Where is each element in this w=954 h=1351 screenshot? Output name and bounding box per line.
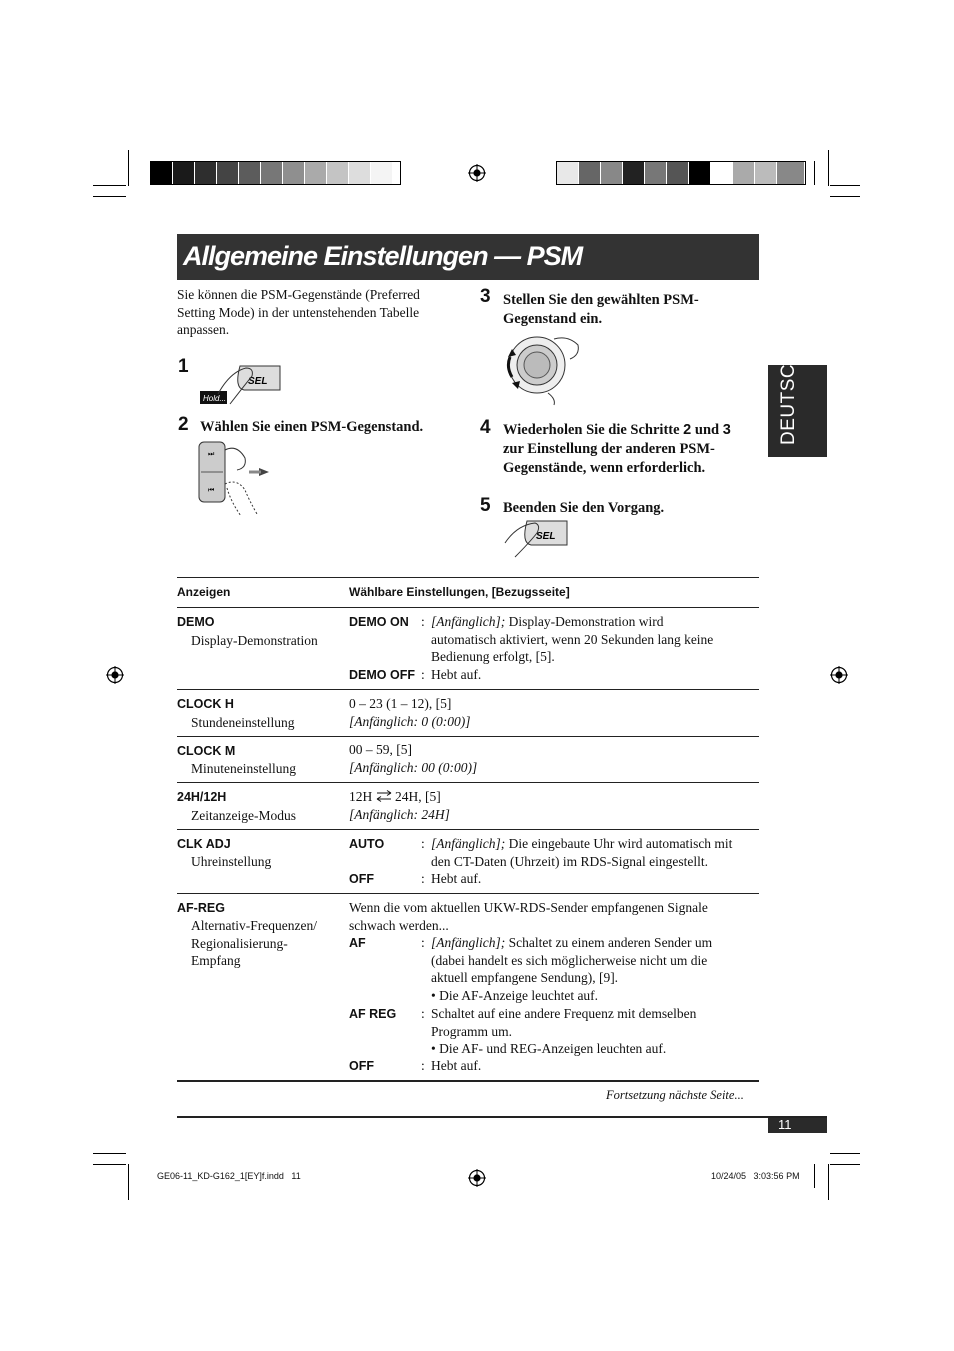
table-rule (177, 893, 759, 894)
demo-on-label: DEMO ON (349, 615, 409, 629)
colon: : (421, 667, 425, 682)
registration-mark-icon (468, 164, 486, 182)
step-5-text: Beenden Sie den Vorgang. (503, 500, 665, 516)
step-4-number: 4 (480, 417, 491, 438)
step-2-text: Wählen Sie einen PSM-Gegenstand. (200, 419, 424, 435)
crop-mark (830, 1164, 860, 1165)
clockm-initial: [Anfänglich: 00 (0:00)] (349, 760, 478, 775)
colon: : (421, 1006, 425, 1021)
colon: : (421, 871, 425, 886)
registration-mark-icon (468, 1169, 486, 1187)
step-5-number: 5 (480, 495, 491, 516)
colon: : (421, 935, 425, 950)
demo-on-text: [Anfänglich]; Display-Demonstration wird automatisch aktiviert, wenn 20 Sekunden lang keine Bedienung erfolgt, [5]. (431, 614, 714, 665)
crop-mark (830, 1153, 860, 1154)
row-clockm-desc: Minuteneinstellung (191, 761, 296, 776)
table-rule (177, 782, 759, 783)
table-rule (177, 689, 759, 690)
continued-note: Fortsetzung nächste Seite... (606, 1088, 744, 1102)
row-clockh-name: CLOCK H (177, 697, 234, 711)
crop-mark (93, 1164, 126, 1165)
crop-mark (128, 1164, 129, 1200)
clkadj-auto-label: AUTO (349, 837, 385, 851)
row-afreg-name: AF-REG (177, 901, 225, 915)
crop-mark (814, 1164, 815, 1188)
sel-label: SEL (536, 531, 556, 542)
colon: : (421, 836, 425, 851)
footer-timestamp: 10/24/05 3:03:56 PM (711, 1171, 800, 1181)
page-title: Allgemeine Einstellungen — PSM (183, 241, 583, 271)
clockm-value: 00 – 59, [5] (349, 742, 412, 757)
clockh-value: 0 – 23 (1 – 12), [5] (349, 696, 452, 711)
row-24h-desc: Zeitanzeige-Modus (191, 808, 296, 823)
row-clockm-name: CLOCK M (177, 744, 236, 758)
row-demo-desc: Display-Demonstration (191, 633, 318, 648)
language-tab-label: DEUTSCH (778, 349, 799, 445)
afreg-text: Schaltet auf eine andere Frequenz mit demselben Programm um. • Die AF- und REG-Anzeigen leuchten auf. (431, 1006, 697, 1057)
page-number-box (768, 1118, 827, 1133)
h24-value: 12H 24H, [5] (349, 789, 441, 804)
h24-initial: [Anfänglich: 24H] (349, 807, 450, 822)
table-header-settings: Wählbare Einstellungen, [Bezugsseite] (349, 585, 570, 599)
svg-text:⏮: ⏮ (208, 486, 215, 494)
af-text: [Anfänglich]; Schaltet zu einem anderen Sender um (dabei handelt es sich möglicherweise nicht um die aktuell empfangene Sendung), [9]. • Die AF-Anzeige leuchtet auf. (431, 935, 713, 1003)
sel-button-hold-icon (200, 364, 282, 408)
crop-mark (814, 161, 815, 185)
intro-text: Sie können die PSM-Gegenstände (Preferred Setting Mode) in der untenstehenden Tabelle anpassen. (177, 287, 420, 338)
row-demo-name: DEMO (177, 615, 215, 629)
af-label: AF (349, 936, 366, 950)
footer-rule (177, 1116, 827, 1118)
crop-mark (93, 1153, 126, 1154)
clkadj-off-text: Hebt auf. (431, 871, 482, 886)
crop-mark (828, 1164, 829, 1200)
color-bar-right (556, 161, 806, 185)
crop-mark (93, 185, 126, 186)
colon: : (421, 1058, 425, 1073)
registration-mark-icon (106, 666, 124, 684)
language-tab (768, 349, 827, 457)
row-clkadj-desc: Uhreinstellung (191, 854, 272, 869)
table-top-rule (177, 577, 759, 578)
table-bottom-rule (177, 1080, 759, 1082)
row-24h-name: 24H/12H (177, 790, 227, 804)
afreg-intro: Wenn die vom aktuellen UKW-RDS-Sender empfangenen Signale schwach werden... (349, 900, 708, 933)
crop-mark (828, 150, 829, 186)
afreg-label: AF REG (349, 1007, 397, 1021)
crop-mark (830, 196, 860, 197)
row-afreg-desc: Alternativ-Frequenzen/ Regionalisierung- Empfang (191, 918, 317, 969)
clockh-initial: [Anfänglich: 0 (0:00)] (349, 714, 471, 729)
colon: : (421, 614, 425, 629)
demo-off-label: DEMO OFF (349, 668, 415, 682)
afreg-off-label: OFF (349, 1059, 374, 1073)
sel-button-icon (503, 519, 569, 559)
step-2-number: 2 (178, 414, 189, 435)
row-clkadj-name: CLK ADJ (177, 837, 231, 851)
color-bar-left (150, 161, 401, 185)
crop-mark (93, 196, 126, 197)
afreg-off-text: Hebt auf. (431, 1058, 482, 1073)
registration-mark-icon (830, 666, 848, 684)
step-1-number: 1 (178, 356, 189, 377)
page-number: 11 (778, 1117, 792, 1132)
table-rule (177, 829, 759, 830)
hold-label: Hold... (203, 394, 227, 403)
toggle-arrows-icon (376, 790, 392, 802)
crop-mark (128, 150, 129, 186)
seek-button-icon (197, 440, 279, 518)
table-header-display: Anzeigen (177, 585, 231, 599)
svg-text:⏭: ⏭ (208, 450, 215, 458)
sel-label: SEL (248, 376, 268, 387)
table-rule (177, 607, 759, 608)
step-4-text: Wiederholen Sie die Schritte 2 und 3 zur Einstellung der anderen PSM- Gegenstände, wenn erforderlich. (503, 422, 731, 476)
clkadj-auto-text: [Anfänglich]; Die eingebaute Uhr wird automatisch mit den CT-Daten (Uhrzeit) im RDS-Signal eingestellt. (431, 836, 733, 869)
table-rule (177, 736, 759, 737)
step-3-text: Stellen Sie den gewählten PSM- Gegenstand ein. (503, 292, 699, 327)
footer-file-name: GE06-11_KD-G162_1[EY]f.indd 11 (157, 1171, 301, 1181)
row-clockh-desc: Stundeneinstellung (191, 715, 295, 730)
crop-mark (830, 185, 860, 186)
step-3-number: 3 (480, 286, 491, 307)
demo-off-text: Hebt auf. (431, 667, 482, 682)
control-dial-icon (502, 333, 584, 407)
clkadj-off-label: OFF (349, 872, 374, 886)
